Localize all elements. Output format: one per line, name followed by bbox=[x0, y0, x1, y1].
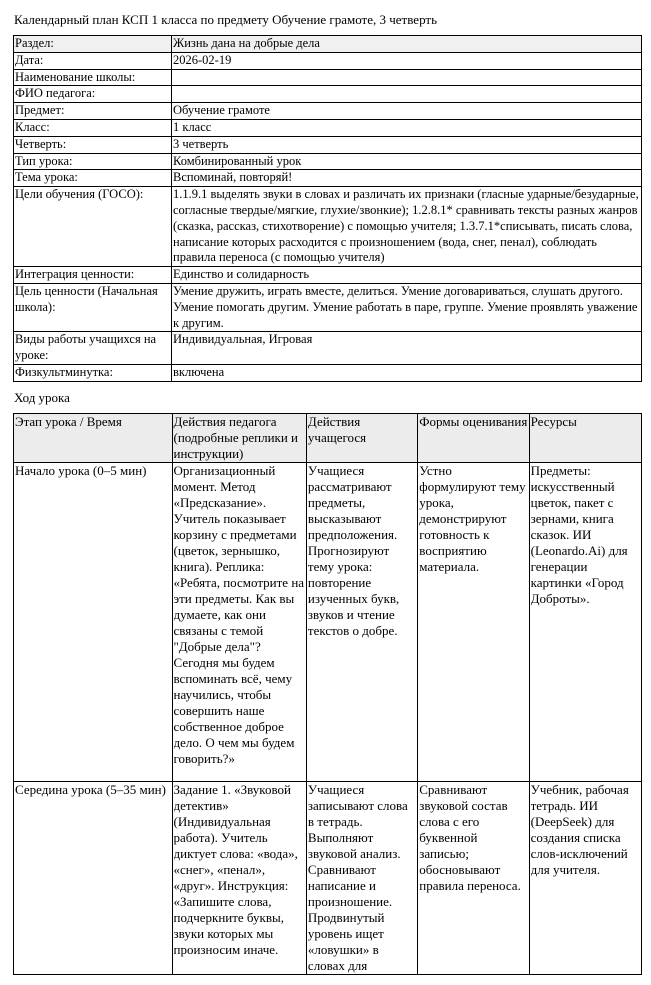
info-value: 3 четверть bbox=[172, 136, 642, 153]
info-key: Раздел: bbox=[14, 36, 172, 53]
lesson-flow-label: Ход урока bbox=[14, 390, 70, 405]
info-value bbox=[172, 69, 642, 86]
cell-stage: Начало урока (0–5 мин) bbox=[14, 463, 173, 782]
cell-teacher: Задание 1. «Звуковой детектив» (Индивидуальная работа). Учитель диктует слова: «вода», «снег», «пенал», «друг». Инструкция: «Запишите слова, подчеркните буквы, звуки которых мы произносим иначе. bbox=[172, 782, 306, 975]
cell-assessment: Сравнивают звуковой состав слова с его буквенной записью; обосновывают правила переноса. bbox=[418, 782, 529, 975]
info-key: ФИО педагога: bbox=[14, 86, 172, 103]
info-value: Умение дружить, играть вместе, делиться. Умение договариваться, слушать другого. Умение помогать другим. Умение работать в паре, группе. Умение проявлять уважение к другим. bbox=[172, 283, 642, 331]
cell-assessment: Устно формулируют тему урока, демонстрируют готовность к восприятию материала. bbox=[418, 463, 529, 782]
lesson-row bbox=[14, 782, 642, 975]
header-assessment: Формы оценивания bbox=[418, 414, 529, 463]
info-row bbox=[14, 136, 642, 153]
info-key: Тема урока: bbox=[14, 170, 172, 187]
cell-resources: Предметы: искусственный цветок, пакет с зернами, книга сказок. ИИ (Leonardo.Ai) для генерации картинки «Город Доброты». bbox=[529, 463, 641, 782]
info-row bbox=[14, 187, 642, 267]
cell-resources: Учебник, рабочая тетрадь. ИИ (DeepSeek) для создания списка слов-исключений для учителя. bbox=[529, 782, 641, 975]
info-key: Цели обучения (ГОСО): bbox=[14, 187, 172, 267]
info-key: Цель ценности (Начальная школа): bbox=[14, 283, 172, 331]
info-value: 1.1.9.1 выделять звуки в словах и различать их признаки (гласные ударные/безударные, согласные твердые/мягкие, глухие/звонкие); 1.2.8.1* сравнивать тексты разных жанров (сказка, рассказ, стихотворение) с помощью учителя; 1.3.7.1*списывать, писать слова, написание которых расходится с произношением (вода, снег, пенал), соблюдать правила переноса (с помощью учителя) bbox=[172, 187, 642, 267]
cell-students: Учащиеся рассматривают предметы, высказывают предположения. Прогнозируют тему урока: повторение изученных букв, звуков и чтение текстов о добре. bbox=[306, 463, 417, 782]
info-key: Предмет: bbox=[14, 103, 172, 120]
lesson-info-table bbox=[13, 35, 642, 382]
header-stage: Этап урока / Время bbox=[14, 414, 173, 463]
cell-stage: Середина урока (5–35 мин) bbox=[14, 782, 173, 975]
info-value: 1 класс bbox=[172, 119, 642, 136]
info-value: Комбинированный урок bbox=[172, 153, 642, 170]
info-value: Вспоминай, повторяй! bbox=[172, 170, 642, 187]
info-value: включена bbox=[172, 364, 642, 381]
info-key: Тип урока: bbox=[14, 153, 172, 170]
lesson-flow-table bbox=[13, 413, 642, 975]
info-row bbox=[14, 267, 642, 284]
info-key: Наименование школы: bbox=[14, 69, 172, 86]
info-row bbox=[14, 69, 642, 86]
info-key: Класс: bbox=[14, 119, 172, 136]
page-title: Календарный план КСП 1 класса по предмету Обучение грамоте, 3 четверть bbox=[14, 12, 438, 27]
header-students: Действия учащегося bbox=[306, 414, 417, 463]
info-key: Дата: bbox=[14, 52, 172, 69]
info-row bbox=[14, 119, 642, 136]
info-row bbox=[14, 283, 642, 331]
lesson-header-row bbox=[14, 414, 642, 463]
info-key: Виды работы учащихся на уроке: bbox=[14, 332, 172, 365]
info-row bbox=[14, 153, 642, 170]
cell-teacher: Организационный момент. Метод «Предсказание». Учитель показывает корзину с предметами (цветок, зернышко, книга). Реплика: «Ребята, посмотрите на эти предметы. Как вы думаете, как они связаны с темой "Добрые дела"? Сегодня мы будем вспоминать всё, чему научились, чтобы совершить наше собственное доброе дело. О чем мы будем говорить?» bbox=[172, 463, 306, 782]
info-row bbox=[14, 86, 642, 103]
header-teacher: Действия педагога (подробные реплики и инструкции) bbox=[172, 414, 306, 463]
cell-students: Учащиеся записывают слова в тетрадь. Выполняют звуковой анализ. Сравнивают написание и произношение. Продвинутый уровень ищет «ловушки» в словах для bbox=[306, 782, 417, 975]
header-resources: Ресурсы bbox=[529, 414, 641, 463]
info-value: 2026-02-19 bbox=[172, 52, 642, 69]
info-row bbox=[14, 170, 642, 187]
info-row bbox=[14, 103, 642, 120]
info-value: Обучение грамоте bbox=[172, 103, 642, 120]
info-value: Единство и солидарность bbox=[172, 267, 642, 284]
info-value: Индивидуальная, Игровая bbox=[172, 332, 642, 365]
info-key: Четверть: bbox=[14, 136, 172, 153]
info-value bbox=[172, 86, 642, 103]
info-row bbox=[14, 36, 642, 53]
info-key: Интеграция ценности: bbox=[14, 267, 172, 284]
lesson-row bbox=[14, 463, 642, 782]
info-key: Физкультминутка: bbox=[14, 364, 172, 381]
info-row bbox=[14, 332, 642, 365]
info-row bbox=[14, 364, 642, 381]
info-row bbox=[14, 52, 642, 69]
info-value: Жизнь дана на добрые дела bbox=[172, 36, 642, 53]
